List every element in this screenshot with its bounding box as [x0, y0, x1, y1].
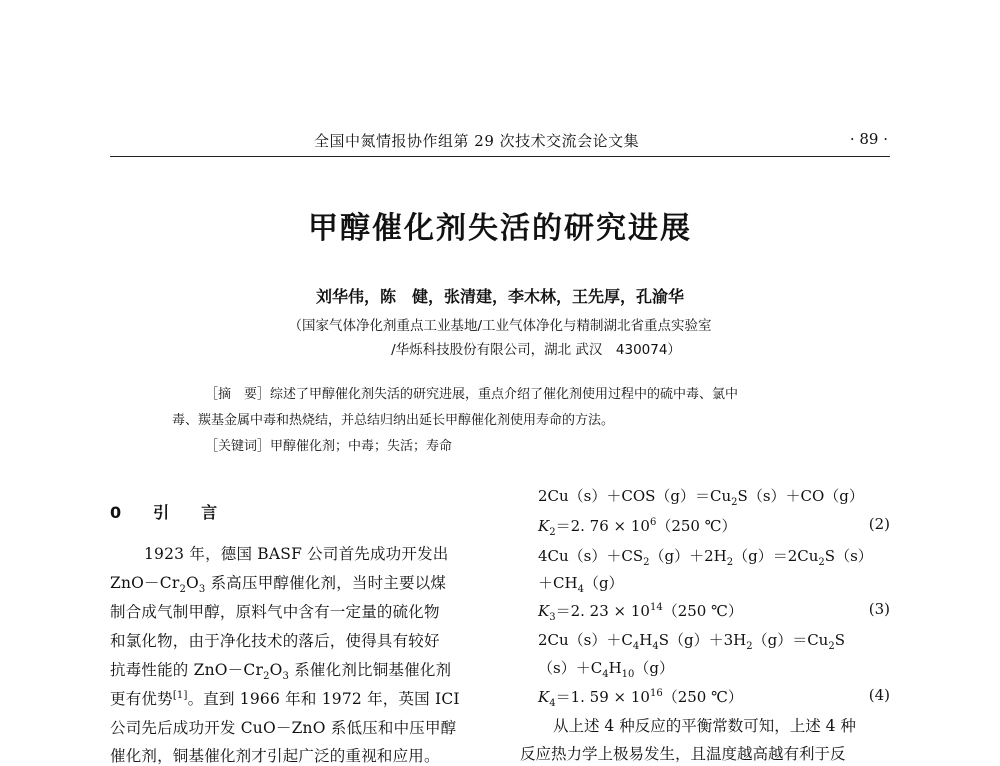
- affiliation-line-1: （国家气体净化剂重点工业基地/工业气体净化与精制湖北省重点实验室: [288, 318, 712, 334]
- citation-ref: [1]: [172, 689, 188, 701]
- right-body-line-2: 反应热力学上极易发生，且温度越高越有利于反: [520, 745, 846, 763]
- abstract-line-2: 毒、羰基金属中毒和热烧结，并总结归纳出延长甲醇催化剂使用寿命的方法。: [172, 413, 615, 428]
- equation-1: $2Cu(s)+COS(g)=Cu_2S(s)+CO(g)$: [538, 487, 864, 508]
- constant-k3: $K_3=2$. $23 \times 10^{14}(250$ ℃）: [538, 602, 743, 623]
- right-body-line-1: 从上述 4 种反应的平衡常数可知，上述 4 种: [553, 717, 856, 735]
- body-line-1: 1923 年，德国 BASF 公司首先成功开发出: [144, 545, 449, 563]
- author-list: 刘华伟，陈 健，张清建，李木林，王先厚，孔渝华: [315, 287, 684, 306]
- body-line-7: 公司先后成功开发 CuO－ZnO 系低压和中压甲醇: [110, 719, 457, 737]
- equation-number-2: (2): [868, 515, 890, 533]
- body-line-5: 抗毒性能的 $ZnO-Cr_2O_3$ 系催化剂比铜基催化剂: [110, 661, 452, 683]
- running-header: [110, 128, 890, 157]
- equation-number-4: (4): [868, 686, 890, 704]
- constant-k2: $K_2=2$. $76 \times 10^6(250$ ℃）: [538, 517, 737, 538]
- section-heading: 0 引 言: [110, 503, 226, 522]
- equation-2-continued: $+CH_4(g)$: [538, 574, 624, 595]
- equation-number-3: (3): [868, 600, 890, 618]
- article-title: 甲醇催化剂失活的研究进展: [308, 211, 692, 246]
- affiliation-line-2: /华烁科技股份有限公司，湖北 武汉 430074）: [391, 342, 681, 358]
- abstract-line-1: ［摘 要］综述了甲醇催化剂失活的研究进展，重点介绍了催化剂使用过程中的硫中毒、氯中: [205, 387, 739, 402]
- constant-k4: $K_4=1$. $59 \times 10^{16}(250$ ℃）: [538, 688, 743, 709]
- running-title: 全国中氮情报协作组第 29 次技术交流会论文集: [314, 132, 640, 150]
- keywords-line: ［关键词］甲醇催化剂；中毒；失活；寿命: [205, 439, 453, 454]
- equation-3: $2Cu(s)+C_4H_4S(g)+3H_2(g)=Cu_2S$: [538, 631, 845, 652]
- body-line-3: 制合成气制甲醇，原料气中含有一定量的硫化物: [110, 603, 440, 621]
- body-line-4: 和氯化物，由于净化技术的落后，使得具有较好: [110, 632, 440, 650]
- body-line-2: $ZnO-Cr_2O_3$ 系高压甲醇催化剂，当时主要以煤: [110, 574, 447, 596]
- page-number: · 89 ·: [849, 130, 888, 148]
- body-line-6: 更有优势[1]。直到 1966 年和 1972 年，英国 ICI: [110, 689, 460, 708]
- body-line-8: 催化剂，铜基催化剂才引起广泛的重视和应用。: [110, 747, 440, 765]
- equation-3-continued: $(s)+C_4H_{10}(g)$: [538, 659, 674, 680]
- equation-2: $4Cu(s)+CS_2(g)+2H_2(g)=2Cu_2S(s)$: [538, 547, 873, 568]
